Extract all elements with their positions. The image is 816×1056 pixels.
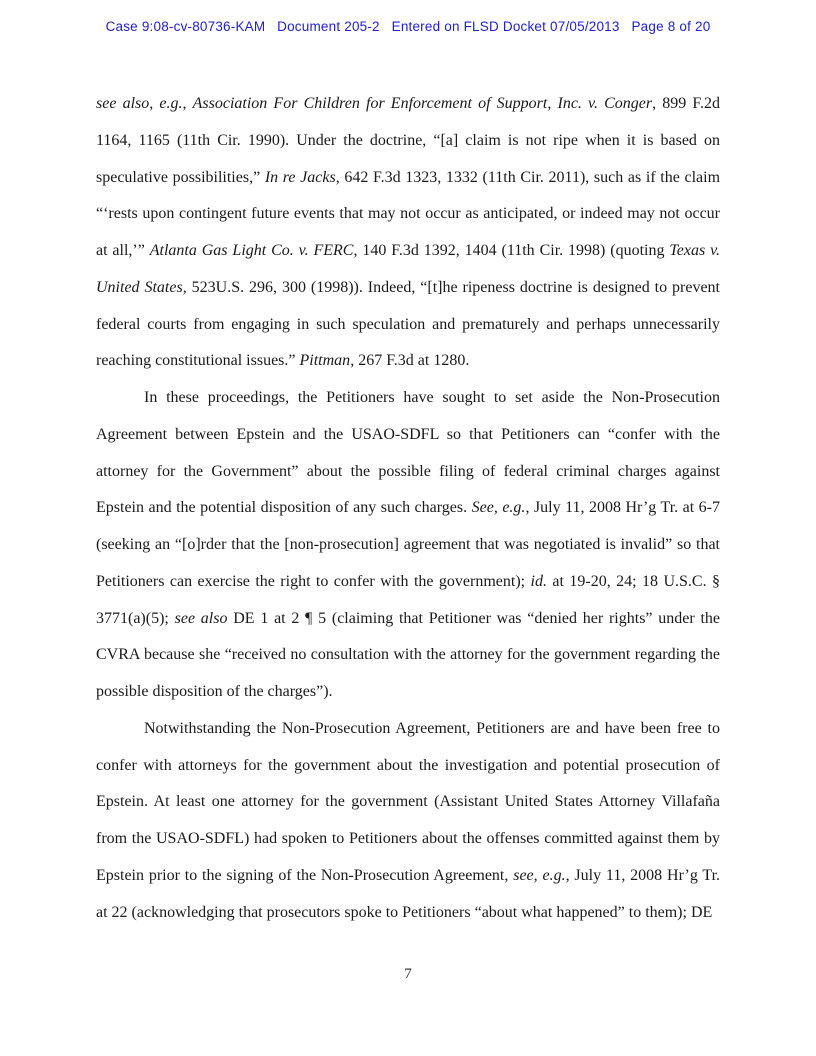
- document-body: [96, 86, 720, 931]
- text-segment: In these proceedings, the Petitioners have sought to set aside the Non-Prosecution Agreement between Epstein and the USAO-SDFL so that Petitioners can “confer with the attorney for the Government” about the possible filing of federal criminal charges against Epstein and the potential disposition of any such charges.: [96, 389, 720, 517]
- text-segment: see, e.g.: [513, 866, 566, 884]
- paragraph-3: [96, 711, 720, 932]
- text-segment: , July 11, 2008 Hr’g Tr. at 22 (acknowledging that prosecutors spoke to Petitioners “about what happened” to them); DE: [96, 866, 721, 921]
- text-segment: Atlanta Gas Light Co. v. FERC: [149, 242, 354, 259]
- text-segment: , 140 F.3d 1392, 1404 (11th Cir. 1998) (quoting: [353, 242, 670, 259]
- text-segment: , 899 F.2d 1164, 1165 (11th Cir. 1990). Under the doctrine, “[a] claim is not ripe when it is based on speculative possibilities,”: [96, 95, 721, 186]
- text-segment: see also: [174, 609, 228, 627]
- text-segment: Association For Children for Enforcement of Support, Inc. v. Conger: [192, 95, 653, 112]
- text-segment: Pittman: [299, 352, 351, 370]
- text-segment: see also, e.g.: [96, 95, 183, 112]
- paragraph-1: [96, 86, 720, 380]
- text-segment: DE 1 at 2 ¶ 5 (claiming that Petitioner was “denied her rights” under the CVRA because she “received no consultation with the attorney for the government regarding the possible disposition of the charges”).: [96, 609, 721, 700]
- page-number: 7: [404, 966, 412, 982]
- text-segment: , 267 F.3d at 1280.: [350, 352, 470, 370]
- text-segment: Texas v. United States,: [96, 242, 721, 296]
- paragraph-2: [96, 380, 720, 711]
- text-segment: at 19-20, 24; 18 U.S.C. § 3771(a)(5);: [96, 572, 720, 627]
- text-segment: id.: [530, 572, 547, 590]
- text-segment: In re Jacks: [264, 168, 336, 186]
- text-segment: See, e.g.: [471, 499, 526, 517]
- text-segment: , 642 F.3d 1323, 1332 (11th Cir. 2011), such as if the claim “‘rests upon contingent future events that may not occur as anticipated, or indeed may not occur at all,’”: [96, 168, 721, 259]
- text-segment: 523U.S. 296, 300 (1998)). Indeed, “[t]he ripeness doctrine is designed to prevent federal courts from engaging in such speculation and prematurely and perhaps unnecessarily reaching constitutional issues.”: [96, 278, 721, 370]
- text-segment: Notwithstanding the Non-Prosecution Agreement, Petitioners are and have been free to confer with attorneys for the government about the investigation and potential prosecution of Epstein. At least one attorney for the government (Assistant United States Attorney Villafaña from the USAO-SDFL) had spoken to Petitioners about the offenses committed against them by Epstein prior to the signing of the Non-Prosecution Agreement,: [96, 719, 720, 884]
- text-segment: , July 11, 2008 Hr’g Tr. at 6-7 (seeking an “[o]rder that the [non-prosecution] agreement that was negotiated is invalid” so that Petitioners can exercise the right to confer with the government);: [96, 499, 721, 590]
- case-header: Case 9:08-cv-80736-KAM Document 205-2 Entered on FLSD Docket 07/05/2013 Page 8 of 20: [105, 19, 711, 34]
- text-segment: ,: [182, 95, 193, 112]
